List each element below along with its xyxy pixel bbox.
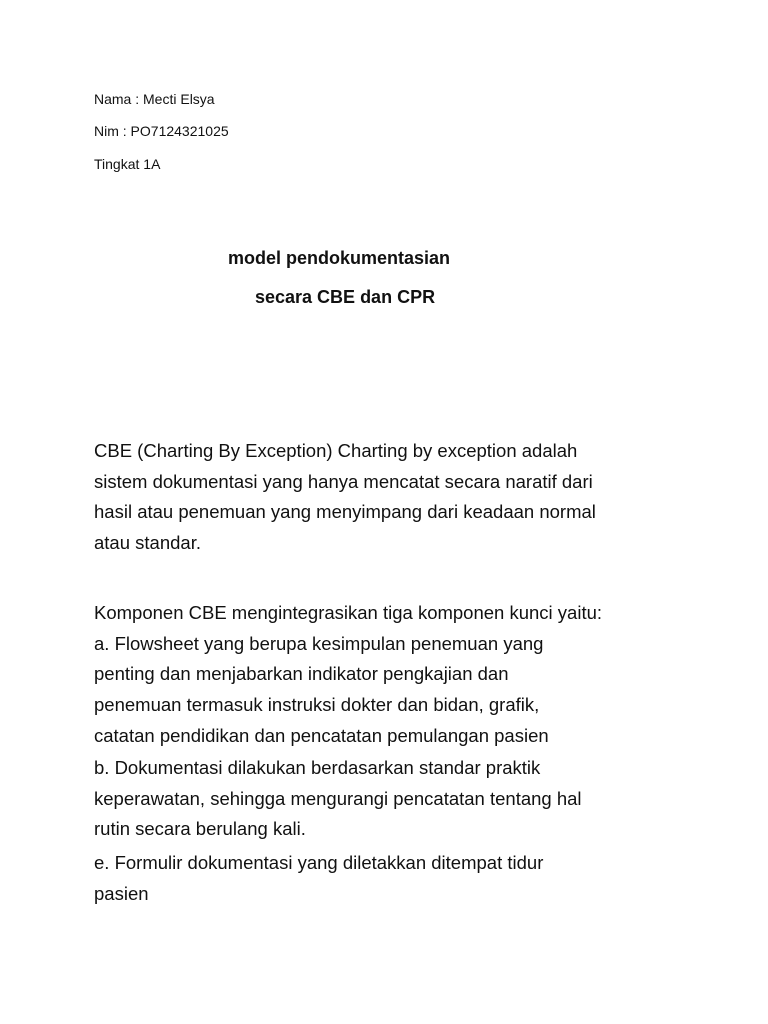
cbe-definition-paragraph: [94, 436, 694, 559]
component-b-paragraph: [94, 753, 694, 845]
paragraph-line: penting dan menjabarkan indikator pengkajian dan: [94, 663, 509, 685]
document-title-line-2: secara CBE dan CPR: [255, 287, 436, 307]
student-nim: Nim : PO7124321025: [94, 123, 229, 139]
paragraph-line: rutin secara berulang kali.: [94, 818, 306, 840]
paragraph-line: e. Formulir dokumentasi yang diletakkan ditempat tidur: [94, 852, 544, 873]
paragraph-line: b. Dokumentasi dilakukan berdasarkan standar praktik: [94, 757, 541, 778]
paragraph-line: keperawatan, sehingga mengurangi pencatatan tentang hal: [94, 787, 582, 809]
student-name: Nama : Mecti Elsya: [94, 91, 215, 107]
paragraph-line: penemuan termasuk instruksi dokter dan bidan, grafik,: [94, 694, 540, 716]
paragraph-line: a. Flowsheet yang berupa kesimpulan penemuan yang: [94, 632, 544, 654]
document-title-line-1: model pendokumentasian: [228, 248, 451, 268]
paragraph-line: pasien: [94, 882, 149, 904]
paragraph-line: Komponen CBE mengintegrasikan tiga komponen kunci yaitu:: [94, 602, 603, 623]
paragraph-line: catatan pendidikan dan pencatatan pemulangan pasien: [94, 724, 549, 746]
paragraph-line: CBE (Charting By Exception) Charting by exception adalah: [94, 440, 578, 461]
component-e-paragraph: [94, 848, 694, 909]
student-level: Tingkat 1A: [94, 156, 161, 172]
paragraph-line: sistem dokumentasi yang hanya mencatat secara naratif dari: [94, 470, 593, 492]
cbe-components-paragraph: [94, 598, 694, 752]
paragraph-line: atau standar.: [94, 532, 201, 554]
paragraph-line: hasil atau penemuan yang menyimpang dari keadaan normal: [94, 501, 596, 523]
